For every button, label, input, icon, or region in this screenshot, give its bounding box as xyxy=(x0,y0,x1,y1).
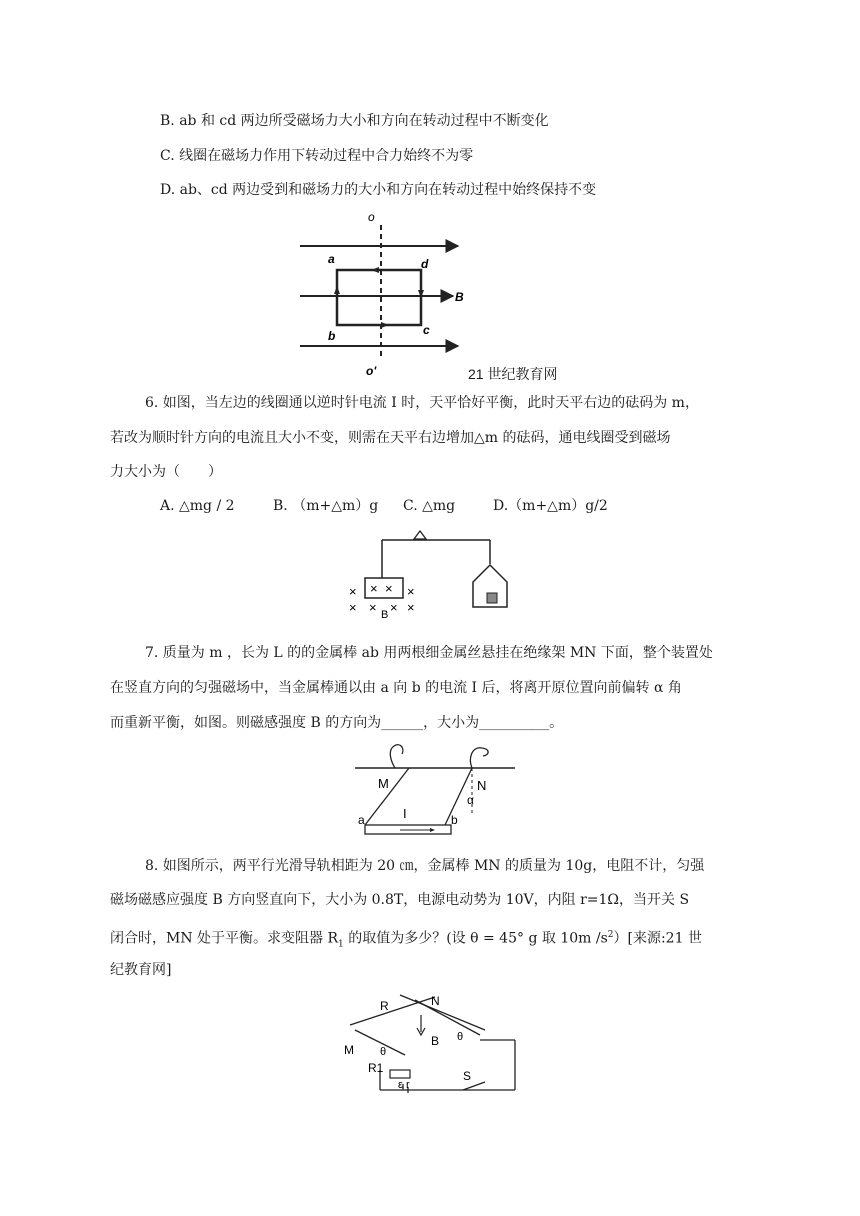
switch xyxy=(463,1082,485,1090)
coil-field-figure xyxy=(295,210,475,380)
svg-text:B: B xyxy=(431,1034,440,1048)
label-b: b xyxy=(328,329,336,343)
label-B: B xyxy=(455,290,464,304)
fulcrum xyxy=(414,531,426,539)
option-c: C. 线圈在磁场力作用下转动过程中合力始终不为零 xyxy=(160,148,474,164)
option-b: B. ab 和 cd 两边所受磁场力大小和方向在转动过程中不断变化 xyxy=(160,113,549,129)
q6-line2: 若改为顺时针方向的电流且大小不变，则需在天平右边增加△m 的砝码，通电线圈受到磁场 xyxy=(110,430,671,446)
label-a: a xyxy=(328,252,335,266)
watermark: 21 世纪教育网 xyxy=(468,366,558,382)
svg-text:N: N xyxy=(477,778,487,793)
label-c: c xyxy=(423,323,430,337)
svg-text:×: × xyxy=(349,584,357,599)
q7-line2: 在竖直方向的匀强磁场中，当金属棒通以由 a 向 b 的电流 I 后，将离开原位置向前偏转 α 角 xyxy=(110,680,682,696)
svg-text:×: × xyxy=(349,600,357,615)
option-d: D. ab、cd 两边受到和磁场力的大小和方向在转动过程中始终保持不变 xyxy=(160,182,597,198)
svg-text:a: a xyxy=(358,813,365,827)
svg-text:ε r: ε r xyxy=(398,1079,410,1091)
label-o-top: o xyxy=(368,210,375,224)
q6-line3: 力大小为（ ） xyxy=(110,464,222,480)
q6-choice-d: D.（m+△m）g/2 xyxy=(493,498,608,514)
svg-text:×: × xyxy=(407,584,415,599)
svg-text:×: × xyxy=(385,581,393,596)
label-B: B xyxy=(381,609,389,620)
svg-text:×: × xyxy=(390,600,398,615)
coil xyxy=(337,270,421,325)
rheostat xyxy=(390,1070,410,1078)
label-d: d xyxy=(421,257,429,271)
svg-text:M: M xyxy=(378,776,389,791)
q6-choice-c: C. △mg xyxy=(403,498,456,514)
rail-circuit-figure xyxy=(335,990,530,1100)
q6-choices xyxy=(160,496,608,516)
q8-line2: 磁场磁感应强度 B 方向竖直向下，大小为 0.8T，电源电动势为 10V，内阻 r=1Ω，当开关 S xyxy=(110,892,690,908)
q8-line4: 纪教育网] xyxy=(110,962,172,978)
svg-text:I: I xyxy=(403,806,407,821)
svg-text:θ: θ xyxy=(380,1046,387,1058)
q8-line1: 8. 如图所示，两平行光滑导轨相距为 20 ㎝，金属棒 MN 的质量为 10g，电阻不计，匀强 xyxy=(145,858,705,874)
svg-text:×: × xyxy=(407,600,415,615)
rod-figure xyxy=(350,740,525,840)
q6-choice-a: A. △mg / 2 xyxy=(160,498,235,514)
q8-line3: 闭合时，MN 处于平衡。求变阻器 $R_1$ 的取值为多少？(设 θ = 45° g 取 10m $/s^2$）[来源:21 世 xyxy=(110,930,702,950)
svg-text:M: M xyxy=(344,1043,354,1057)
q6-choice-b: B. （m+△m）g xyxy=(273,498,379,514)
q7-line3: 而重新平衡，如图。则磁感强度 B 的方向为______，大小为__________。 xyxy=(110,715,564,731)
weight xyxy=(487,593,497,603)
balance-figure xyxy=(340,530,530,620)
svg-text:b: b xyxy=(451,813,458,827)
svg-text:R1: R1 xyxy=(368,1061,384,1075)
svg-text:R: R xyxy=(380,999,389,1013)
svg-text:×: × xyxy=(369,600,377,615)
q7-line1: 7. 质量为 m ，长为 L 的的金属棒 ab 用两根细金属丝悬挂在绝缘架 MN 下面，整个装置处 xyxy=(145,645,713,661)
svg-text:α: α xyxy=(467,793,474,807)
label-o-bottom: o' xyxy=(366,364,377,378)
svg-text:N: N xyxy=(431,994,440,1008)
q6-line1: 6. 如图，当左边的线圈通以逆时针电流 I 时，天平恰好平衡，此时天平右边的砝码为 m， xyxy=(145,395,699,411)
svg-text:S: S xyxy=(463,1069,472,1083)
svg-text:θ: θ xyxy=(457,1031,464,1043)
svg-text:×: × xyxy=(370,581,378,596)
